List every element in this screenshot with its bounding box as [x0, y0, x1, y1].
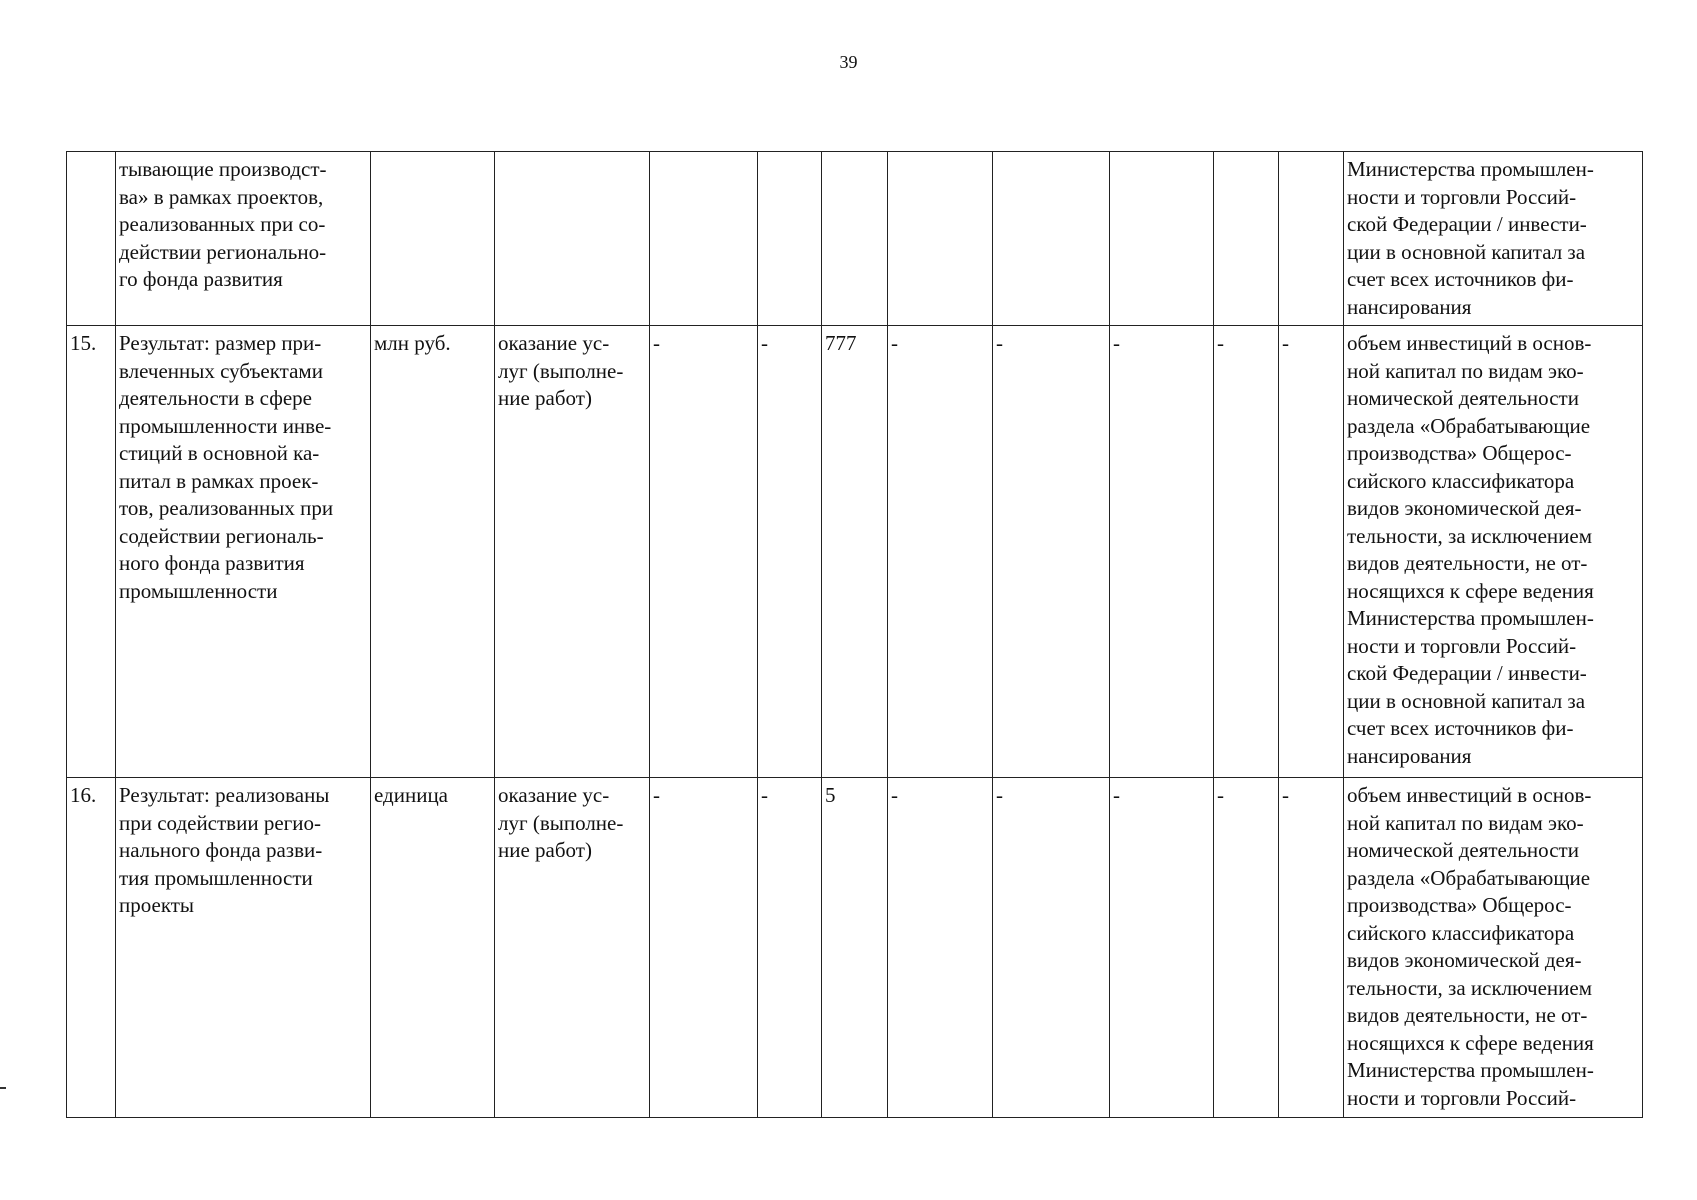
value-cell [650, 152, 758, 326]
value-cell: - [993, 326, 1110, 778]
unit-cell: единица [371, 778, 495, 1118]
table-body [67, 152, 1643, 1118]
row-number-cell: 15. [67, 326, 116, 778]
row-number-cell: 16. [67, 778, 116, 1118]
method-cell-line: Министерства промышлен- [1347, 1058, 1594, 1082]
method-cell-line: ской Федерации / инвести- [1347, 661, 1587, 685]
method-cell-line: видов деятельности, не от- [1347, 551, 1588, 575]
result-type-cell-line: оказание ус- [498, 331, 610, 355]
indicator-name-cell-line: содействии региональ- [119, 523, 324, 548]
indicator-name-cell-line: ного фонда развития [119, 551, 305, 575]
value-cell [1279, 152, 1344, 326]
value-cell: 5 [822, 778, 888, 1118]
method-cell-line: объем инвестиций в основ- [1347, 331, 1592, 355]
value-cell: - [1279, 778, 1344, 1118]
page-number: 39 [839, 52, 858, 72]
method-cell-line: носящихся к сфере ведения [1347, 1030, 1594, 1055]
method-cell-line: тельности, за исключением [1347, 523, 1593, 548]
method-cell-line: производства» Общерос- [1347, 893, 1572, 917]
value-cell: - [1279, 326, 1344, 778]
value-cell [822, 152, 888, 326]
indicators-table [66, 151, 1643, 1118]
method-cell-line: сийского классификатора [1347, 468, 1575, 493]
value-cell: 777 [822, 326, 888, 778]
method-cell-line: ной капитал по видам эко- [1347, 810, 1584, 835]
method-cell-line: ности и торговли Россий- [1347, 184, 1577, 209]
method-cell [1344, 326, 1643, 778]
unit-cell [371, 152, 495, 326]
method-cell-line: Министерства промышлен- [1347, 157, 1594, 181]
value-cell: - [758, 326, 822, 778]
method-cell [1344, 152, 1643, 326]
value-cell: - [650, 778, 758, 1118]
method-cell-line: ной капитал по видам эко- [1347, 358, 1584, 383]
method-cell-line: производства» Общерос- [1347, 441, 1572, 465]
value-cell: - [1110, 778, 1214, 1118]
method-cell-line: Министерства промышлен- [1347, 606, 1594, 630]
method-cell-line: раздела «Обрабатывающие [1347, 865, 1591, 890]
method-cell-line: счет всех источников фи- [1347, 716, 1574, 740]
indicator-name-cell-line: тия промышленности [119, 865, 313, 890]
method-cell-line: тельности, за исключением [1347, 975, 1593, 1000]
value-cell: - [1214, 326, 1279, 778]
value-cell: - [888, 778, 993, 1118]
method-cell-line: видов деятельности, не от- [1347, 1003, 1588, 1027]
value-cell: - [1214, 778, 1279, 1118]
result-type-cell-line: ние работ) [498, 838, 592, 862]
indicator-name-cell-line: тов, реализованных при [119, 496, 334, 520]
method-cell-line: носящихся к сфере ведения [1347, 578, 1594, 603]
indicator-name-cell-line: реализованных при со- [119, 212, 326, 236]
indicator-name-cell-line: Результат: реализованы [119, 783, 330, 807]
indicator-name-cell-line: го фонда развития [119, 267, 283, 291]
method-cell-line: ности и торговли Россий- [1347, 1085, 1577, 1110]
result-type-cell-line: луг (выполне- [498, 358, 624, 383]
method-cell-line: ции в основной капитал за [1347, 239, 1586, 264]
indicator-name-cell-line: при содействии регио- [119, 810, 321, 835]
method-cell-line: сийского классификатора [1347, 920, 1575, 945]
indicator-name-cell [116, 778, 371, 1118]
result-type-cell-line: оказание ус- [498, 783, 610, 807]
value-cell [1214, 152, 1279, 326]
indicator-name-cell-line: нального фонда разви- [119, 838, 323, 862]
method-cell-line: номической деятельности [1347, 838, 1579, 862]
value-cell [1110, 152, 1214, 326]
value-cell: - [993, 778, 1110, 1118]
result-type-cell [495, 326, 650, 778]
value-cell [888, 152, 993, 326]
result-type-cell [495, 152, 650, 326]
indicator-name-cell [116, 326, 371, 778]
method-cell [1344, 778, 1643, 1118]
table-row [67, 778, 1643, 1118]
method-cell-line: ской Федерации / инвести- [1347, 212, 1587, 236]
indicator-name-cell-line: тывающие производст- [119, 157, 327, 181]
indicator-name-cell-line: проекты [119, 893, 195, 917]
value-cell: - [650, 326, 758, 778]
indicator-name-cell-line: Результат: размер при- [119, 331, 322, 355]
indicator-name-cell [116, 152, 371, 326]
method-cell-line: видов экономической дея- [1347, 948, 1582, 972]
indicator-name-cell-line: стиций в основной ка- [119, 441, 320, 465]
indicator-name-cell-line: действии регионально- [119, 239, 327, 264]
method-cell-line: объем инвестиций в основ- [1347, 783, 1592, 807]
method-cell-line: нансирования [1347, 743, 1472, 768]
table-row [67, 152, 1643, 326]
method-cell-line: ции в основной капитал за [1347, 688, 1586, 713]
method-cell-line: нансирования [1347, 294, 1472, 319]
value-cell [758, 152, 822, 326]
indicator-name-cell-line: влеченных субъектами [119, 358, 323, 383]
indicator-name-cell-line: промышленности [119, 578, 278, 603]
method-cell-line: ности и торговли Россий- [1347, 633, 1577, 658]
table-row [67, 326, 1643, 778]
value-cell: - [1110, 326, 1214, 778]
result-type-cell-line: ние работ) [498, 386, 592, 410]
row-number-cell [67, 152, 116, 326]
method-cell-line: видов экономической дея- [1347, 496, 1582, 520]
result-type-cell [495, 778, 650, 1118]
value-cell: - [758, 778, 822, 1118]
indicator-name-cell-line: промышленности инве- [119, 413, 332, 438]
indicator-name-cell-line: питал в рамках проек- [119, 468, 319, 493]
method-cell-line: счет всех источников фи- [1347, 267, 1574, 291]
value-cell: - [888, 326, 993, 778]
unit-cell: млн руб. [371, 326, 495, 778]
value-cell [993, 152, 1110, 326]
indicator-name-cell-line: деятельности в сфере [119, 386, 312, 410]
method-cell-line: номической деятельности [1347, 386, 1579, 410]
margin-mark [0, 1087, 6, 1089]
indicator-name-cell-line: ва» в рамках проектов, [119, 184, 324, 209]
result-type-cell-line: луг (выполне- [498, 810, 624, 835]
method-cell-line: раздела «Обрабатывающие [1347, 413, 1591, 438]
